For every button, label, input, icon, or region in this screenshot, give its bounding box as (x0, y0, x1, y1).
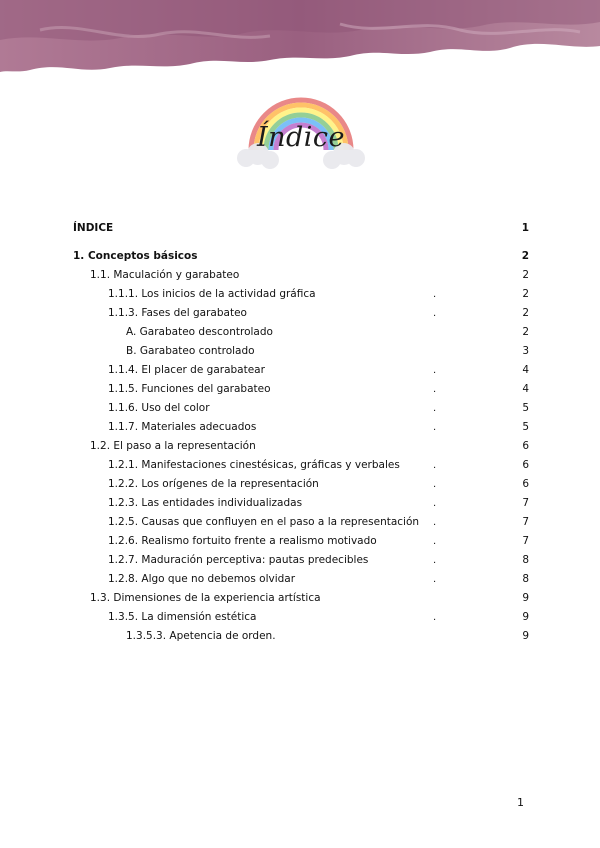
toc-leader-dot: . (433, 403, 437, 414)
toc-leader-dot: . (433, 479, 437, 490)
toc-entry-label: 1.1.5. Funciones del garabateo (108, 383, 271, 395)
toc-entry[interactable] (73, 513, 529, 532)
toc-leader-dot: . (433, 422, 437, 433)
toc-entry-page: 9 (522, 630, 529, 642)
toc-entry-label: 1.2. El paso a la representación (90, 440, 256, 452)
toc-entry-page: 2 (522, 288, 529, 300)
toc-leader-dot: . (433, 612, 437, 623)
toc-entry[interactable] (73, 285, 529, 304)
toc-entry-page: 5 (522, 402, 529, 414)
toc-leader-dot: . (433, 536, 437, 547)
toc-entry[interactable] (73, 589, 529, 608)
toc-entry-page: 4 (522, 364, 529, 376)
toc-leader-dot: . (433, 384, 437, 395)
toc-leader-dot: . (433, 574, 437, 585)
toc-entry[interactable] (73, 532, 529, 551)
toc-heading: ÍNDICE (73, 222, 114, 234)
toc-entry-page: 2 (522, 307, 529, 319)
toc-entry[interactable] (73, 361, 529, 380)
toc-leader-dot: . (433, 460, 437, 471)
toc-entry-page: 7 (522, 516, 529, 528)
toc-entry-label: 1.1.6. Uso del color (108, 402, 210, 414)
toc-entry-label: 1.2.2. Los orígenes de la representación (108, 478, 319, 490)
toc-entry[interactable] (73, 399, 529, 418)
toc-entry-page: 5 (522, 421, 529, 433)
toc-entry[interactable] (73, 304, 529, 323)
toc-entry[interactable] (73, 342, 529, 361)
toc-entry-page: 7 (522, 535, 529, 547)
toc-entry-label: B. Garabateo controlado (126, 345, 255, 357)
toc-entry-label: 1.1.1. Los inicios de la actividad gráfica (108, 288, 316, 300)
toc-entry[interactable] (73, 475, 529, 494)
toc-entry-label: 1.2.7. Maduración perceptiva: pautas predecibles (108, 554, 369, 566)
toc-leader-dot: . (433, 308, 437, 319)
table-of-contents (73, 219, 529, 646)
toc-entry-page: 6 (522, 459, 529, 471)
toc-entry-label: 1.2.6. Realismo fortuito frente a realismo motivado (108, 535, 377, 547)
toc-entry[interactable] (73, 380, 529, 399)
toc-leader-dot: . (433, 555, 437, 566)
toc-entry-page: 9 (522, 611, 529, 623)
toc-entry-page: 8 (522, 573, 529, 585)
toc-entries (73, 247, 529, 646)
toc-entry[interactable] (73, 570, 529, 589)
toc-entry-page: 2 (522, 269, 529, 281)
toc-entry-page: 2 (521, 250, 529, 262)
toc-entry-label: 1. Conceptos básicos (73, 250, 198, 262)
toc-entry-label: 1.3.5. La dimensión estética (108, 611, 257, 623)
toc-entry[interactable] (73, 627, 529, 646)
toc-entry-label: 1.3. Dimensiones de la experiencia artística (90, 592, 321, 604)
toc-entry[interactable] (73, 494, 529, 513)
toc-entry[interactable] (73, 266, 529, 285)
toc-entry-label: 1.2.5. Causas que confluyen en el paso a la representación (108, 516, 420, 528)
toc-entry-page: 6 (522, 440, 529, 452)
toc-entry[interactable] (73, 437, 529, 456)
toc-entry-label: 1.2.3. Las entidades individualizadas (108, 497, 303, 509)
toc-entry-page: 7 (522, 497, 529, 509)
title-script: Índice (256, 122, 346, 153)
toc-entry-label: 1.2.1. Manifestaciones cinestésicas, gráficas y verbales (108, 459, 400, 471)
rainbow-title-art (226, 92, 376, 178)
toc-leader-dot: . (433, 517, 437, 528)
toc-entry[interactable] (73, 456, 529, 475)
toc-entry-page: 6 (522, 478, 529, 490)
toc-entry-label: 1.1. Maculación y garabateo (90, 269, 240, 281)
toc-entry-page: 8 (522, 554, 529, 566)
toc-entry[interactable] (73, 551, 529, 570)
toc-entry-label: 1.1.7. Materiales adecuados (108, 421, 257, 433)
toc-entry[interactable] (73, 418, 529, 437)
toc-leader-dot: . (433, 289, 437, 300)
toc-entry-page: 4 (522, 383, 529, 395)
toc-entry[interactable] (73, 608, 529, 627)
toc-heading-row (73, 219, 529, 247)
toc-entry-page: 9 (522, 592, 529, 604)
toc-entry-label: 1.3.5.3. Apetencia de orden. (126, 630, 276, 642)
toc-entry-page: 3 (522, 345, 529, 357)
toc-heading-page: 1 (521, 222, 529, 234)
toc-entry-page: 2 (522, 326, 529, 338)
toc-entry-label: 1.1.3. Fases del garabateo (108, 307, 247, 319)
toc-leader-dot: . (433, 498, 437, 509)
toc-entry[interactable] (73, 323, 529, 342)
watercolor-header (0, 0, 600, 80)
toc-entry-label: A. Garabateo descontrolado (126, 326, 273, 338)
toc-entry-label: 1.1.4. El placer de garabatear (108, 364, 265, 376)
footer-page-number: 1 (517, 796, 524, 809)
toc-entry[interactable] (73, 247, 529, 266)
toc-entry-label: 1.2.8. Algo que no debemos olvidar (108, 573, 296, 585)
toc-leader-dot: . (433, 365, 437, 376)
